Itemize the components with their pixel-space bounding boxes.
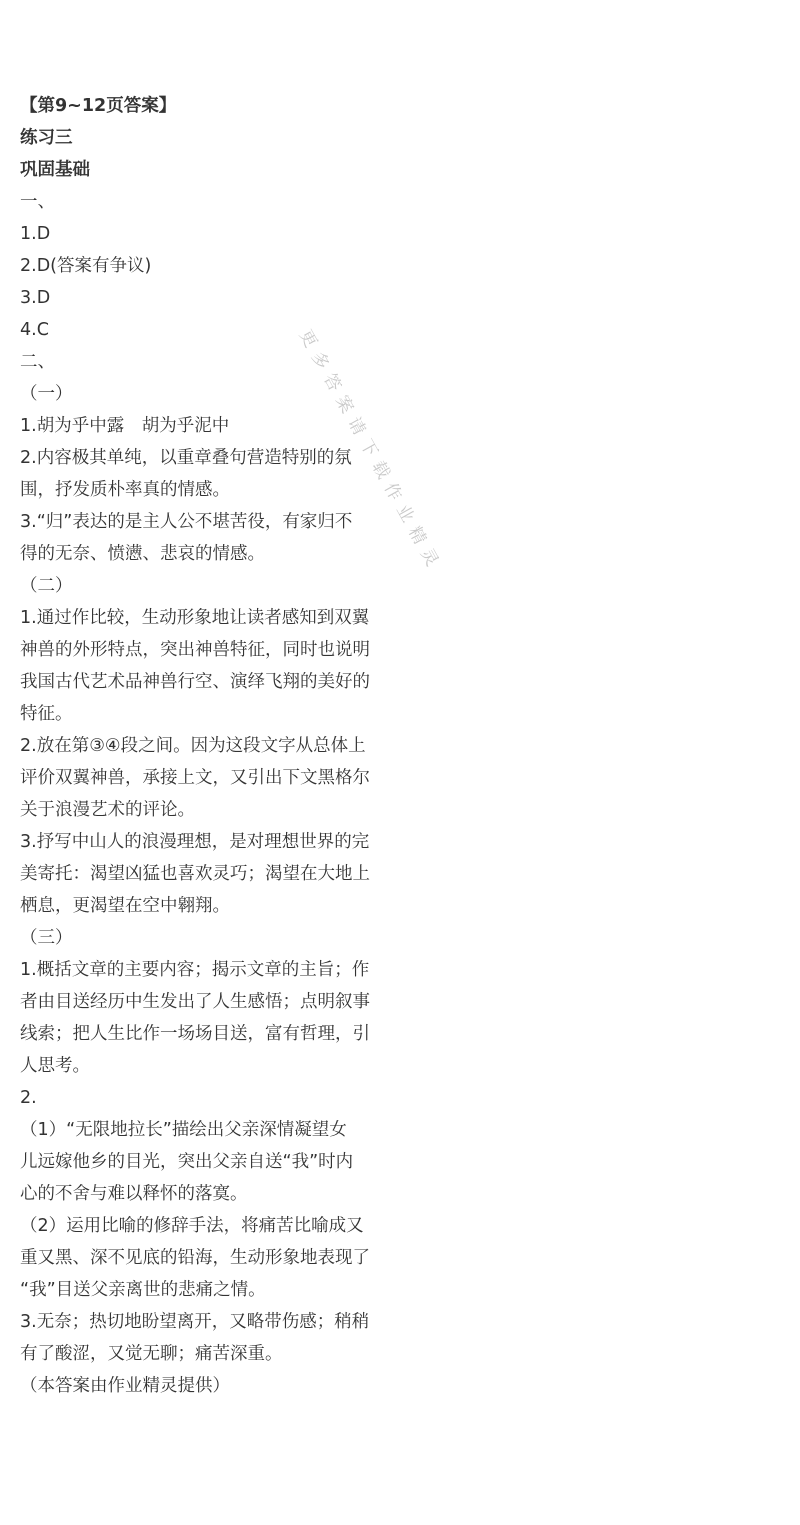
answer-line: 1.D [20,224,51,244]
answer-line: 1.通过作比较，生动形象地让读者感知到双翼 [20,608,370,628]
answer-line: 2.内容极其单纯，以重章叠句营造特别的氛 [20,448,352,468]
subsection-heading: （一） [20,384,73,404]
answer-line: 3.“归”表达的是主人公不堪苦役，有家归不 [20,512,353,532]
answer-line: 2.放在第③④段之间。因为这段文字从总体上 [20,736,366,756]
answer-line: 关于浪漫艺术的评论。 [20,800,195,820]
answer-line: 美寄托：渴望凶猛也喜欢灵巧；渴望在大地上 [20,864,370,884]
answer-line: 我国古代艺术品神兽行空、演绎飞翔的美好的 [20,672,370,692]
watermark-text: 更多答案请下载作业精灵 [294,326,446,577]
part-two-heading: 二、 [20,352,55,372]
answer-line: 者由目送经历中生发出了人生感悟；点明叙事 [20,992,370,1012]
subsection-heading: （三） [20,928,73,948]
answer-line: “我”目送父亲离世的悲痛之情。 [20,1280,266,1300]
answer-document [20,90,385,1402]
answer-line: 得的无奈、愤懑、悲哀的情感。 [20,544,265,564]
answer-line: 心的不舍与难以释怀的落寞。 [20,1184,248,1204]
answer-line: 3.抒写中山人的浪漫理想，是对理想世界的完 [20,832,370,852]
answer-line: 人思考。 [20,1056,90,1076]
answer-line: 围，抒发质朴率真的情感。 [20,480,230,500]
page-range-heading: 【第9~12页答案】 [20,96,177,116]
answer-line: 儿远嫁他乡的目光，突出父亲自送“我”时内 [20,1152,354,1172]
answer-line: 评价双翼神兽，承接上文，又引出下文黑格尔 [20,768,370,788]
answer-line: 神兽的外形特点，突出神兽特征，同时也说明 [20,640,370,660]
answer-line: 1.概括文章的主要内容；揭示文章的主旨；作 [20,960,370,980]
answer-line: 3.D [20,288,51,308]
section-title: 巩固基础 [20,160,90,180]
answer-line: 2. [20,1088,37,1108]
part-one-heading: 一、 [20,192,55,212]
answer-line: 4.C [20,320,49,340]
exercise-title: 练习三 [20,128,73,148]
answer-line: 栖息，更渴望在空中翱翔。 [20,896,230,916]
answer-line: 1.胡为乎中露 胡为乎泥中 [20,416,230,436]
subsection-heading: （二） [20,576,73,596]
answer-line: 重又黑、深不见底的铅海，生动形象地表现了 [20,1248,370,1268]
answer-line: （2）运用比喻的修辞手法，将痛苦比喻成又 [20,1216,364,1236]
source-note: （本答案由作业精灵提供） [20,1376,230,1396]
answer-line: 特征。 [20,704,73,724]
answer-line: 有了酸涩，又觉无聊；痛苦深重。 [20,1344,283,1364]
answer-line: 线索；把人生比作一场场目送，富有哲理，引 [20,1024,370,1044]
answer-line: 3.无奈；热切地盼望离开，又略带伤感；稍稍 [20,1312,370,1332]
answer-line: （1）“无限地拉长”描绘出父亲深情凝望女 [20,1120,347,1140]
answer-line: 2.D(答案有争议) [20,256,152,276]
